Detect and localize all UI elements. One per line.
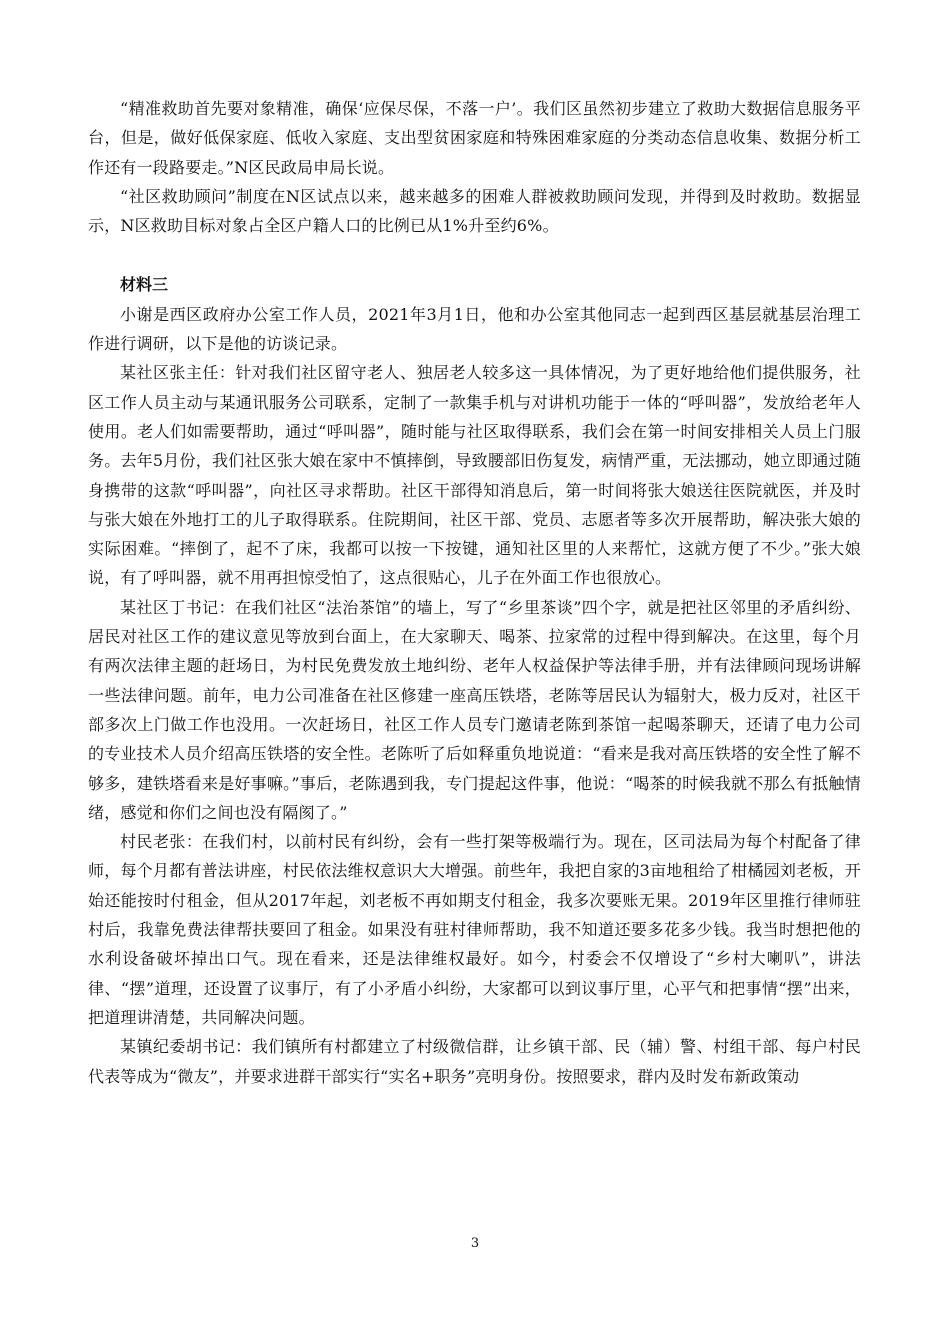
- paragraph-secretary-hu: 某镇纪委胡书记：我们镇所有村都建立了村级微信群，让乡镇干部、民（辅）警、村组干部、每户村民代表等成为“微友”，并要求进群干部实行“实名+职务”亮明身份。按照要求，群内及时发布新政策动: [88, 1037, 861, 1086]
- paragraph-intro-xiaoxie: 小谢是西区政府办公室工作人员，2021年3月1日，他和办公室其他同志一起到西区基层就基层治理工作进行调研，以下是他的访谈记录。: [88, 304, 861, 354]
- paragraph-villager-zhang: 村民老张：在我们村，以前村民有纠纷，会有一些打架等极端行为。现在，区司法局为每个村配备了律师，每个月都有普法讲座，村民依法维权意识大大增强。前些年，我把自家的3亩地租给了柑橘园刘老板，开始还能按时付租金，但从2017年起，刘老板不再如期支付租金，我多次要账无果。2019年区里推行律师驻村后，我靠免费法律帮扶要回了租金。如果没有驻村律师帮助，我不知道还要多花多少钱。我当时想把他的水利设备破坏掉出口气。现在看来，还是法律维权最好。如今，村委会不仅增设了“乡村大喇叭”，讲法律、“摆”道理，还设置了议事厅，有了小矛盾小纠纷，大家都可以到议事厅里，心平气和把事情“摆”出来，把道理讲清楚，共同解决问题。: [88, 832, 861, 1027]
- paragraph-secretary-ding: 某社区丁书记：在我们社区“法治茶馆”的墙上，写了“乡里茶谈”四个字，就是把社区邻里的矛盾纠纷、居民对社区工作的建议意见等放到台面上，在大家聊天、喝茶、拉家常的过程中得到解决。在这里，每个月有两次法律主题的赶场日，为村民免费发放土地纠纷、老年人权益保护等法律手册，并有法律顾问现场讲解一些法律问题。前年，电力公司准备在社区修建一座高压铁塔，老陈等居民认为辐射大，极力反对，社区干部多次上门做工作也没用。一次赶场日，社区工作人员专门邀请老陈到茶馆一起喝茶聊天，还请了电力公司的专业技术人员介绍高压铁塔的安全性。老陈听了后如释重负地说道：“看来是我对高压铁塔的安全性了解不够多，建铁塔看来是好事嘛。”事后，老陈遇到我，专门提起这件事，他说：“喝茶的时候我就不那么有抵触情绪，感觉和你们之间也没有隔阂了。”: [88, 597, 861, 822]
- paragraph-precise-assistance: “精准救助首先要对象精准，确保‘应保尽保，不落一户’。我们区虽然初步建立了救助大数据信息服务平台，但是，做好低保家庭、低收入家庭、支出型贫困家庭和特殊困难家庭的分类动态信息收集、数据分析工作还有一段路要走。”N区民政局申局长说。: [88, 99, 861, 177]
- paragraph-assistance-advisor: “社区救助顾问”制度在N区试点以来，越来越多的困难人群被救助顾问发现，并得到及时救助。数据显示，N区救助目标对象占全区户籍人口的比例已从1%升至约6%。: [88, 186, 861, 236]
- paragraph-director-zhang: 某社区张主任：针对我们社区留守老人、独居老人较多这一具体情况，为了更好地给他们提供服务，社区工作人员主动与某通讯服务公司联系，定制了一款集手机与对讲机功能于一体的“呼叫器”，发放给老年人使用。老人们如需要帮助，通过“呼叫器”，随时能与社区取得联系，我们会在第一时间安排相关人员上门服务。去年5月份，我们社区张大娘在家中不慎摔倒，导致腰部旧伤复发，病情严重，无法挪动，她立即通过随身携带的这款“呼叫器”，向社区寻求帮助。社区干部得知消息后，第一时间将张大娘送往医院就医，并及时与张大娘在外地打工的儿子取得联系。住院期间，社区干部、党员、志愿者等多次开展帮助，解决张大娘的实际困难。“摔倒了，起不了床，我都可以按一下按键，通知社区里的人来帮忙，这就方便了不少。”张大娘说，有了呼叫器，就不用再担惊受怕了，这点很贴心，儿子在外面工作也很放心。: [88, 363, 861, 588]
- section-title: 材料三: [120, 275, 169, 295]
- page-number: 3: [470, 1236, 480, 1251]
- document-body: [88, 94, 861, 1091]
- section-spacer: [88, 240, 861, 270]
